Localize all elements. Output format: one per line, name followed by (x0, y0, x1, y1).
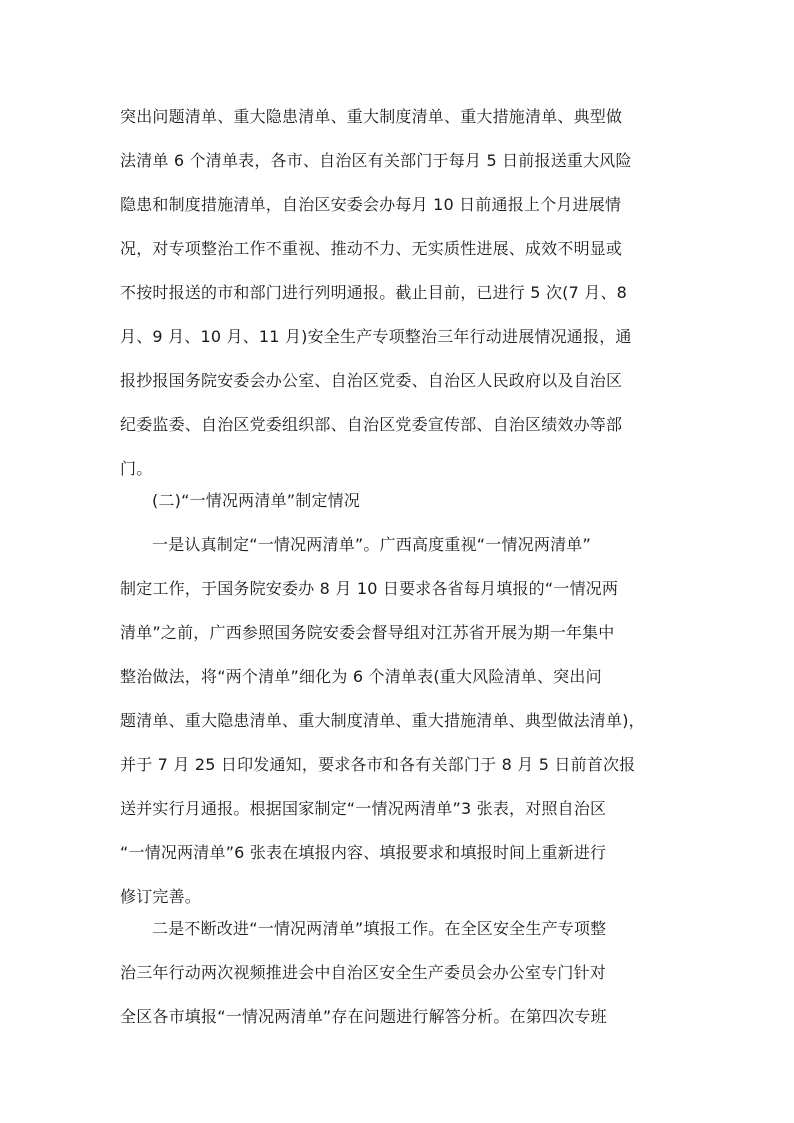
paragraph-first-line: 二是不断改进“一情况两清单”填报工作。在全区安全生产专项整 (152, 919, 607, 938)
text-line: 整治做法，将“两个清单”细化为 6 个清单表(重大风险清单、突出问 (120, 667, 602, 686)
text-line: 不按时报送的市和部门进行列明通报。截止目前，已进行 5 次(7 月、8 (120, 283, 628, 302)
text-line: 月、9 月、10 月、11 月)安全生产专项整治三年行动进展情况通报，通 (120, 327, 632, 346)
text-line: 送并实行月通报。根据国家制定“一情况两清单”3 张表，对照自治区 (120, 799, 607, 818)
section-heading: (二)“一情况两清单”制定情况 (152, 491, 361, 510)
text-line: 纪委监委、自治区党委组织部、自治区党委宣传部、自治区绩效办等部 (120, 415, 623, 434)
text-line: 突出问题清单、重大隐患清单、重大制度清单、重大措施清单、典型做 (120, 107, 623, 126)
paragraph-first-line: 一是认真制定“一情况两清单”。广西高度重视“一情况两清单” (152, 535, 591, 554)
text-line: 修订完善。 (120, 887, 202, 906)
text-line: 全区各市填报“一情况两清单”存在问题进行解答分析。在第四次专班 (120, 1007, 607, 1026)
text-line: 法清单 6 个清单表，各市、自治区有关部门于每月 5 日前报送重大风险 (120, 151, 632, 170)
text-line: “一情况两清单”6 张表在填报内容、填报要求和填报时间上重新进行 (120, 843, 607, 862)
text-line: 门。 (120, 459, 153, 478)
text-line: 题清单、重大隐患清单、重大制度清单、重大措施清单、典型做法清单)， (120, 711, 645, 730)
text-line: 清单”之前，广西参照国务院安委会督导组对江苏省开展为期一年集中 (120, 623, 615, 642)
text-line: 制定工作，于国务院安委办 8 月 10 日要求各省每月填报的“一情况两 (120, 579, 619, 598)
text-line: 隐患和制度措施清单，自治区安委会办每月 10 日前通报上个月进展情 (120, 195, 622, 214)
text-line: 治三年行动两次视频推进会中自治区安全生产委员会办公室专门针对 (120, 963, 607, 982)
text-line: 况，对专项整治工作不重视、推动不力、无实质性进展、成效不明显或 (120, 239, 623, 258)
text-line: 并于 7 月 25 日印发通知，要求各市和各有关部门于 8 月 5 日前首次报 (120, 755, 636, 774)
text-line: 报抄报国务院安委会办公室、自治区党委、自治区人民政府以及自治区 (120, 371, 623, 390)
